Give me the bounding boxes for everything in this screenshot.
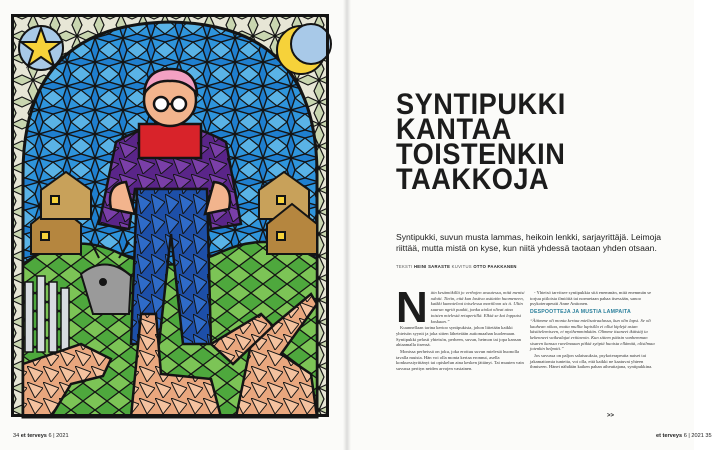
byline (396, 264, 517, 269)
headline-line-3: TOISTENKIN (396, 138, 566, 171)
col2-paragraph-3: Jos suvussa on paljon salaisuuksia, psykoterapeutta naiset tai jakamattomia tunteita, voi olla, että kaikki ne kaatuvat yhteen ihmiseen. Hänet nähdään kaiken pahan aiheuttajana, syntipukkina. (530, 353, 653, 370)
headline-line-1: SYNTIPUKKI (396, 88, 566, 121)
headline-line-4: TAAKKOJA (396, 163, 550, 196)
byline-illustrator: OTTO PAAKKANEN (473, 264, 517, 269)
left-issue: 6 | 2021 (48, 433, 69, 439)
col1-paragraph-2: Kuunnellaan tarina kertoo syntipukista, johon liitetään kaikki yhteisön syynit ja joka sitten lähetetään autiomaahan kuolemaan. Syntipukki pelasti yhteisön, perheen, suvun, heimon tai jopa kansan ahtaamalla itsensä. (396, 325, 521, 348)
right-issue: 6 | 2021 (683, 433, 704, 439)
right-page-number: 35 (705, 433, 712, 439)
byline-text-label: TEKSTI (396, 264, 413, 269)
body-column-1 (396, 283, 526, 373)
stained-glass-illustration (11, 14, 329, 417)
headline (396, 88, 663, 196)
col2-paragraph-1: - Yhteisö tarvitsee syntipukkia sitä enemmän, mitä enemmän se torjuu piiloista ilmiöitä tai normeiaan pahaa itsessään, sanoo psykoterapeutti Anne Anttonen. (530, 290, 652, 307)
left-page (0, 0, 347, 450)
right-page (347, 0, 694, 450)
lede: Syntipukki, suvun musta lammas, heikoin lenkki, sarjayrittäjä. Leimoja riittää, mutta mistä on kyse, kun niitä yhdessä taotaan yhden otsaan. (396, 232, 662, 253)
headline-line-2: KANTAA (396, 113, 512, 146)
continue-marker: >> (607, 413, 615, 419)
star-icon (19, 26, 63, 70)
right-folio (656, 433, 712, 439)
byline-illus-label: KUVITUS (451, 264, 472, 269)
byline-author: HEINI SARASTE (413, 264, 451, 269)
col2-quote: “Äitimme oli monta kertaa mielisairaalassa, kun olin lapsi. Se oli kauhean oikaa, mutta mullia lupisilla ei ollut kiplejä asian käsittelemiseen, ei myöhemminkään. Olimme itsaneet ikäistäj ia kekenneet vaikealajat ertitavoin. Kun sittem pääsin vanhemman sisaren kanssa ruvelmaaan pitkiä syöpiä huoista ellämää, olisilmaa jotenkin helpotti.” (530, 317, 655, 352)
dropcap: N (396, 283, 428, 332)
page-gutter (343, 0, 351, 450)
left-folio (13, 433, 69, 439)
body-column-2 (530, 290, 660, 371)
left-page-number: 34 (13, 433, 20, 439)
left-magazine-name: et terveys (20, 433, 47, 439)
col1-paragraph-3: Monissa perheissä on joku, joka erottuu suvun mielestä huonolla tavalla muista. Hän voi olla monta kertaa eronnut, asella konkurssiyrittänyt tai opiskelun aina kesken jättänyt. Tai muuten vain suvussa perityn neiden arvojen vastainen. (396, 349, 524, 372)
right-magazine-name: et terveys (656, 433, 683, 439)
subhead: DESPOOTTEJA JA MUSTIA LAMPAITA (530, 309, 631, 316)
col1-lead: äin kesämökillä jo verhojen avautessa, mitä menisi odotti. Tietin, että kun lastiva astiatön huomeneen, kaikki kumoteleat toiselessa martiloon sis ti. Ultin suurun ngrtit puukit, jonka aiolat olivat aina toisten mielestä retupertillä. Elkiä se kai loppuisi koskaan.” (430, 290, 525, 324)
